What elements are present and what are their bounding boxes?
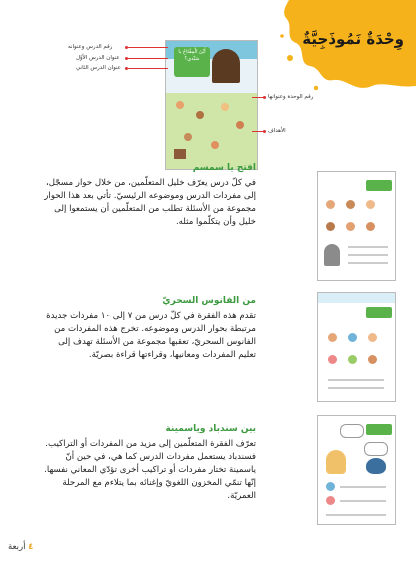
annotation-lesson-number: رقم الدرس وعنوانه	[68, 44, 113, 50]
section-thumbnail-sindbad-yasmina	[317, 415, 396, 525]
annotation-dot	[263, 130, 266, 133]
page-number: ٤	[28, 542, 34, 552]
section-heading-magic-lantern: من الفانوس السحريّ	[162, 296, 256, 306]
section-heading-sindbad-yasmina: بين سندباد وياسمينة	[165, 424, 256, 434]
section-thumbnail-open-sesame	[317, 171, 396, 281]
annotation-first-lesson-title: عنوان الدرس الأوّل	[76, 55, 120, 61]
annotation-second-lesson-title: عنوان الدرس الثاني	[76, 65, 121, 71]
page-number-word: أربعة	[8, 542, 26, 552]
cover-title-badge	[174, 47, 210, 77]
page-title: وِحْدَةٌ نَمُوذَجِيَّةٌ	[302, 30, 404, 48]
section-body-sindbad-yasmina: تعرّف الفقرة المتعلّمين إلى مزيد من المفردات أو التراكيب. فسندباد يستعمل مفردات الدرس كما هي، في حين أنّ ياسمينة تختار مفردات أو تراكيب أخرى تؤدّي المعاني نفسها. إنّها تنمّي المخزون اللغويّ وإغنائه بما يتلاءم مع المرحلة العمريّة.	[44, 439, 256, 501]
section-body-magic-lantern: تقدم هذه الفقرة في كلّ درس من ٧ إلى ١٠ مفردات جديدة مرتبطة بحوار الدرس وموضوعه. تخرج هذه المفردات من الفانوس السحريّ، تعقبها مجموعة من الأسئلة تهدف إلى تعليم المفردات ومعانيها، وقراءتها قراءة بصريّة.	[46, 311, 256, 360]
annotation-line	[128, 58, 168, 59]
annotation-objectives: الأهداف	[268, 128, 286, 134]
annotation-unit-number: رقم الوحدة وعنوانها	[268, 94, 314, 100]
section-body-open-sesame: في كلّ درس يعرّف خليل المتعلّمين، من خلال حوار مسجّل، إلى مفردات الدرس وموضوعه الرئيسيّ. تأتي بعد هذا الحوار مجموعة من الأسئلة تطلب من المتعلّمين أن يستمعوا إلى خليل وأن يتكلّموا مثله.	[44, 178, 256, 227]
page-footer	[8, 542, 33, 552]
bird-illustration	[366, 458, 386, 474]
annotation-line	[128, 47, 168, 48]
sample-unit-cover-image	[165, 40, 258, 170]
yellow-splash-decoration	[276, 0, 416, 98]
section-heading-open-sesame: افتح يا سمسم	[192, 163, 256, 173]
section-thumbnail-magic-lantern	[317, 292, 396, 402]
annotation-line	[128, 68, 168, 69]
annotation-dot	[263, 96, 266, 99]
cover-title: أَيْنَ الْمِفْتَاحُ يا سَيِّدي؟	[178, 49, 206, 62]
